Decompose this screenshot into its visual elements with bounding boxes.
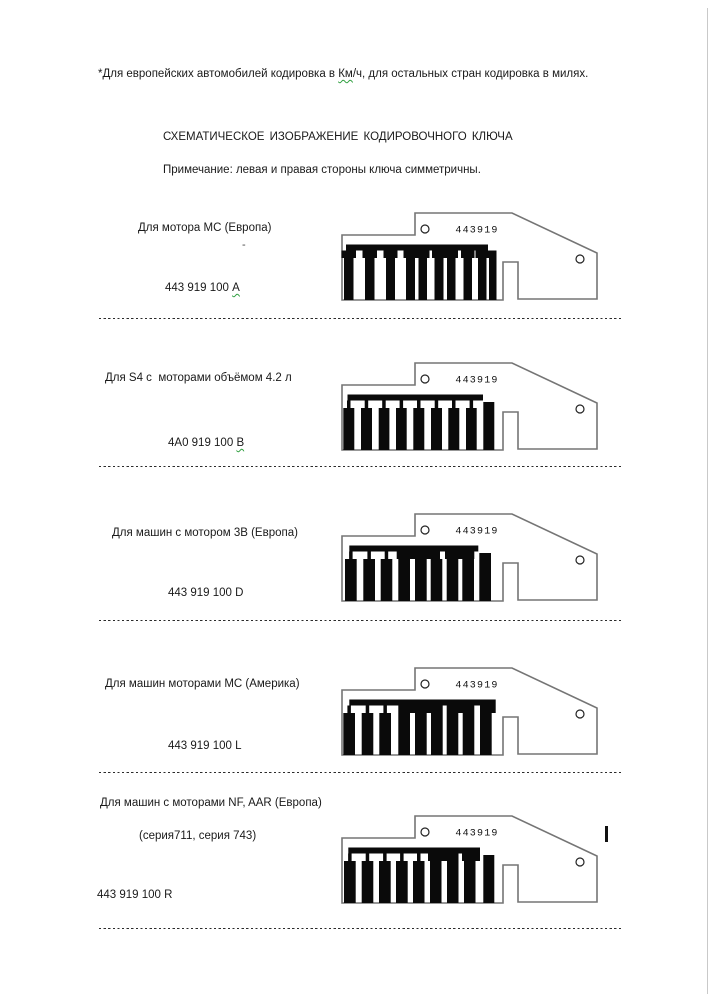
key-tooth (489, 258, 497, 300)
key-tooth-head (480, 706, 496, 714)
key-tooth-isolated (483, 402, 494, 450)
rivet-hole-right-icon (576, 710, 584, 718)
key-tooth (430, 861, 442, 903)
intro-note (98, 67, 588, 82)
part-number-suffix: R (164, 889, 173, 901)
key-tooth (379, 408, 390, 450)
key-tooth-head (432, 251, 458, 259)
key-tooth (396, 861, 408, 903)
intro-note-pre: *Для европейских автомобилей кодировка в (98, 68, 339, 80)
rivet-hole-left-icon (421, 225, 429, 233)
key-tooth (398, 713, 410, 755)
key-tooth (480, 713, 492, 755)
key-tooth-isolated (479, 553, 491, 601)
key-tooth-head (428, 854, 459, 862)
key-tooth-head (400, 401, 404, 409)
key-tooth (398, 559, 410, 601)
key-tooth (413, 408, 424, 450)
key-tooth-head (417, 854, 421, 862)
stray-dash-mark: - (242, 239, 246, 251)
key-tooth (362, 713, 374, 755)
key-tooth (464, 861, 476, 903)
coding-key-diagram (336, 509, 601, 604)
dashed-separator (99, 318, 623, 319)
part-number-suffix: В (236, 437, 245, 449)
rivet-hole-right-icon (576, 405, 584, 413)
key-tooth (406, 258, 415, 300)
key-tooth (462, 559, 474, 601)
key-teeth-rail (346, 245, 488, 251)
key-tooth (343, 408, 354, 450)
key-tooth-head (367, 552, 371, 560)
coding-key-diagram (336, 358, 601, 453)
key-drawing (336, 663, 601, 758)
rivet-hole-left-icon (421, 375, 429, 383)
key-tooth (415, 559, 427, 601)
key-tooth (431, 713, 443, 755)
key-tooth-head (398, 706, 442, 714)
part-number-main: 443 919 100 (168, 587, 232, 599)
key-tooth (448, 408, 459, 450)
part-number-main: 443 919 100 (97, 889, 161, 901)
key-tooth-head (347, 401, 351, 409)
key-tooth-head (476, 251, 497, 259)
key-tooth (431, 559, 443, 601)
key-tooth (419, 258, 428, 300)
dashed-separator (99, 620, 623, 621)
key-tooth (379, 861, 391, 903)
key-teeth-rail (348, 395, 484, 401)
key-tooth-head (366, 706, 370, 714)
page-title: СХЕМАТИЧЕСКОЕ ИЗОБРАЖЕНИЕ КОДИРОВОЧНОГО КЛЮЧА (163, 131, 513, 143)
key-tooth-head (404, 251, 430, 259)
stray-vertical-mark (605, 826, 608, 842)
part-number (168, 739, 242, 754)
key-tooth-head (347, 706, 351, 714)
key-tooth-head (462, 854, 480, 862)
key-tooth-head (445, 552, 474, 560)
key-tooth-head (383, 706, 387, 714)
key-tooth-head (397, 552, 440, 560)
rivet-hole-left-icon (421, 526, 429, 534)
key-stamp-number: 443919 (455, 828, 499, 840)
key-tooth (464, 258, 473, 300)
key-tooth (435, 258, 444, 300)
key-tooth-head (435, 401, 439, 409)
part-number-main: 4А0 919 100 (168, 437, 234, 449)
key-tooth (361, 408, 372, 450)
key-teeth-rail (349, 700, 495, 706)
section-label: Для S4 с моторами объёмом 4.2 л (105, 372, 292, 384)
key-tooth (345, 559, 357, 601)
rivet-hole-right-icon (576, 556, 584, 564)
part-number-suffix: L (235, 740, 242, 752)
intro-note-post: /ч, для остальных стран кодировка в милях. (352, 68, 589, 80)
key-drawing (336, 509, 601, 604)
key-tooth-head (348, 854, 352, 862)
key-tooth-head (382, 401, 386, 409)
key-tooth (447, 713, 459, 755)
key-drawing (336, 811, 601, 906)
key-teeth-rail (348, 848, 480, 854)
key-tooth-head (461, 251, 475, 259)
dashed-separator (99, 466, 623, 467)
page-right-edge (707, 8, 708, 994)
key-tooth-head (383, 854, 387, 862)
coding-key-diagram (336, 811, 601, 906)
rivet-hole-right-icon (576, 255, 584, 263)
key-drawing (336, 358, 601, 453)
key-tooth-head (363, 251, 378, 259)
key-tooth (415, 713, 427, 755)
key-tooth (344, 861, 356, 903)
key-tooth-head (400, 854, 404, 862)
dashed-separator (99, 772, 623, 773)
key-tooth (379, 713, 391, 755)
coding-key-diagram (336, 208, 601, 303)
key-tooth (386, 258, 395, 300)
section-label: Для машин с мотором 3В (Европа) (112, 527, 298, 539)
key-stamp-number: 443919 (455, 526, 499, 538)
key-tooth (365, 258, 375, 300)
key-tooth (381, 559, 393, 601)
key-tooth (463, 713, 475, 755)
key-tooth (447, 861, 459, 903)
part-number-main: 443 919 100 (165, 282, 229, 294)
key-tooth-head (366, 854, 370, 862)
key-tooth-head (365, 401, 369, 409)
key-tooth-head (349, 552, 353, 560)
part-number (165, 281, 240, 296)
key-tooth (363, 559, 375, 601)
key-stamp-number: 443919 (455, 225, 499, 237)
section-sublabel: (серия711, серия 743) (139, 830, 257, 842)
key-tooth-head (417, 401, 421, 409)
key-stamp-number: 443919 (455, 680, 499, 692)
key-teeth-rail (349, 546, 478, 552)
intro-note-spellchecked-word: Км (338, 68, 353, 80)
key-tooth (344, 258, 354, 300)
key-tooth-head (452, 401, 456, 409)
rivet-hole-left-icon (421, 828, 429, 836)
symmetry-note: Примечание: левая и правая стороны ключа симметричны. (163, 164, 481, 176)
key-tooth-head (470, 401, 474, 409)
rivet-hole-right-icon (576, 858, 584, 866)
part-number-suffix: D (235, 587, 244, 599)
key-tooth (413, 861, 425, 903)
key-tooth (362, 861, 374, 903)
part-number (168, 436, 244, 451)
key-tooth (396, 408, 407, 450)
section-label: Для машин с моторами NF, AAR (Европа) (100, 797, 322, 809)
part-number-suffix: А (232, 282, 240, 294)
key-tooth (478, 258, 487, 300)
rivet-hole-left-icon (421, 680, 429, 688)
key-tooth (447, 559, 459, 601)
key-tooth-head (385, 552, 389, 560)
key-tooth-head (447, 706, 475, 714)
key-stamp-number: 443919 (455, 375, 499, 387)
coding-key-diagram (336, 663, 601, 758)
key-tooth-isolated (483, 855, 494, 903)
key-tooth (447, 258, 456, 300)
key-tooth-head (342, 251, 357, 259)
key-tooth (431, 408, 442, 450)
part-number-main: 443 919 100 (168, 740, 232, 752)
key-tooth (466, 408, 477, 450)
section-label: Для мотора МС (Европа) (138, 222, 272, 234)
part-number (168, 586, 243, 601)
section-label: Для машин моторами МС (Америка) (105, 678, 300, 690)
key-tooth-head (384, 251, 398, 259)
part-number (97, 888, 172, 903)
dashed-separator (99, 928, 623, 929)
key-drawing (336, 208, 601, 303)
key-tooth (343, 713, 355, 755)
